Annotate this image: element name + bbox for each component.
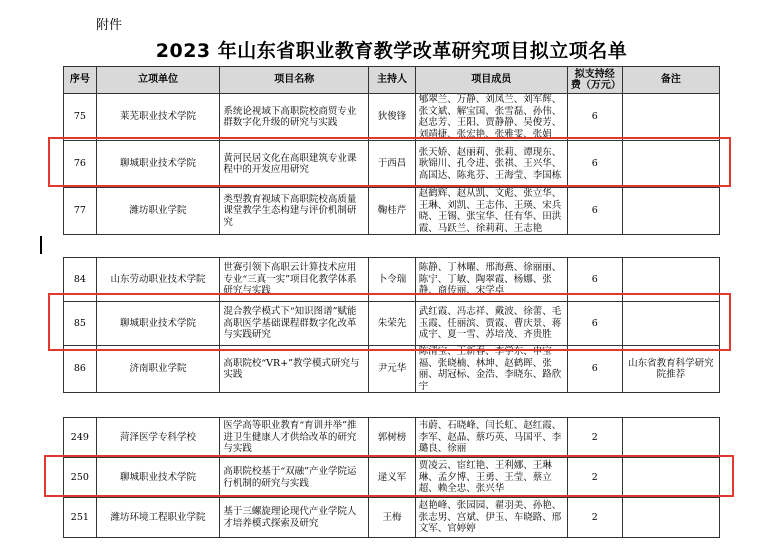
header-note: 备注 <box>622 67 719 94</box>
funding-amount: 6 <box>567 302 622 346</box>
document-title: 2023 年山东省职业教育教学改革研究项目拟立项名单 <box>155 40 628 62</box>
header-leader: 主持人 <box>369 67 415 94</box>
funding-amount: 6 <box>567 94 622 141</box>
remark <box>622 498 719 538</box>
funding-amount: 6 <box>567 346 622 393</box>
remark <box>622 418 719 458</box>
table-header-row <box>64 67 720 94</box>
row-number: 249 <box>64 418 97 458</box>
table-row <box>64 498 720 538</box>
row-number: 86 <box>64 346 97 393</box>
leader-name: 王梅 <box>369 498 415 538</box>
highlight-box-row-85 <box>48 293 731 351</box>
funding-amount: 2 <box>567 418 622 458</box>
unit-name: 聊城职业技术学院 <box>96 141 220 188</box>
project-name: 黄河民居文化在高职建筑专业课程中的开发应用研究 <box>220 141 369 188</box>
row-number: 85 <box>64 302 97 346</box>
funding-amount: 2 <box>567 498 622 538</box>
funding-amount: 6 <box>567 141 622 188</box>
project-members: 陈清宝、王新春、李学东、申宝福、张晓楠、林坤、赵鹤晖、张丽、胡冠标、金浩、李晓东、路欣宇 <box>415 346 567 393</box>
project-members: 武红霞、冯志祥、戴波、徐蕾、毛玉霞、任丽滨、贾霞、曹庆景、蒋成宇、夏一雪、苏培茂、齐贵胜 <box>415 302 567 346</box>
project-members: 陈静、丁林曜、邢海燕、徐丽丽、陈宁、丁敏、陶翠霞、杨娜、张静、商传丽、宋学卓 <box>415 258 567 302</box>
row-number: 84 <box>64 258 97 302</box>
leader-name: 狄俊锋 <box>369 94 415 141</box>
row-number: 250 <box>64 458 97 498</box>
header-funding: 拟支持经费（万元） <box>567 67 622 94</box>
project-name: 世赛引领下高职云计算技术应用专业“三真一实”项目化教学体系研究与实践 <box>220 258 369 302</box>
leader-name: 郭树榜 <box>369 418 415 458</box>
remark <box>622 188 719 235</box>
header-no: 序号 <box>64 67 97 94</box>
header-project: 项目名称 <box>220 67 369 94</box>
project-name: 高职院校基于“双融”产业学院运行机制的研究与实践 <box>220 458 369 498</box>
project-name: 类型教育视域下高职院校高质量课堂教学生态构建与评价机制研究 <box>220 188 369 235</box>
highlight-box-row-250 <box>44 455 734 497</box>
unit-name: 聊城职业技术学院 <box>96 458 220 498</box>
unit-name: 聊城职业技术学院 <box>96 302 220 346</box>
table-row <box>64 418 720 458</box>
remark <box>622 94 719 141</box>
row-number: 77 <box>64 188 97 235</box>
leader-name: 鞠桂芹 <box>369 188 415 235</box>
leader-name: 尹元华 <box>369 346 415 393</box>
project-name: 高职院校“VR+”教学模式研究与实践 <box>220 346 369 393</box>
unit-name: 济南职业学院 <box>96 346 220 393</box>
unit-name: 山东劳动职业技术学院 <box>96 258 220 302</box>
unit-name: 潍坊环境工程职业学院 <box>96 498 220 538</box>
unit-name: 菏泽医学专科学校 <box>96 418 220 458</box>
project-members: 赵鹤辉、赵从凯、文彪、张立华、王琳、刘凯、王志伟、王瑛、宋兵晓、王锡、张宝华、任有华、田洪霞、马跃兰、徐莉莉、王志艳 <box>415 188 567 235</box>
row-number: 76 <box>64 141 97 188</box>
project-name: 医学高等职业教育“育训并举”推进卫生健康人才供给改革的研究与实践 <box>220 418 369 458</box>
highlight-box-row-76 <box>48 137 731 187</box>
project-name: 混合教学模式下“知识图谱”赋能高职医学基础课程群数字化改革与实践研究 <box>220 302 369 346</box>
project-members: 贾凌云、宦红艳、王利娜、王琳琳、孟夕博、王勇、王莹、蔡立超、赖全忠、张兴华 <box>415 458 567 498</box>
unit-name: 潍坊职业学院 <box>96 188 220 235</box>
text-cursor <box>40 236 42 254</box>
project-name: 基于三螺旋理论现代产业学院人才培养模式探索及研究 <box>220 498 369 538</box>
header-members: 项目成员 <box>415 67 567 94</box>
project-members: 张天娇、赵丽莉、张莉、谭现东、耿锦川、孔令进、张祺、王兴华、高国达、陈兆芬、王海莹、李国栋 <box>415 141 567 188</box>
unit-name: 莱芜职业技术学院 <box>96 94 220 141</box>
project-members: 赵艳峰、张园园、翟羽美、孙艳、张志男、宫斌、伊玉、车晓路、邢文军、官婷婷 <box>415 498 567 538</box>
leader-name: 于西昌 <box>369 141 415 188</box>
project-members: 郇翠兰、万静、刘凤兰、刘军辉、张文斌、解宝国、张雪磊、孙伟、赵忠芳、王阳、贾静静、吴俊芳、刘靖捷、张宏艳、张雅雯、张娟 <box>415 94 567 141</box>
funding-amount: 6 <box>567 188 622 235</box>
funding-amount: 2 <box>567 458 622 498</box>
project-name: 系统论视域下高职院校商贸专业群数字化升级的研究与实践 <box>220 94 369 141</box>
funding-amount: 6 <box>567 258 622 302</box>
table-row <box>64 94 720 141</box>
leader-name: 朱荣先 <box>369 302 415 346</box>
leader-name: 逯义军 <box>369 458 415 498</box>
row-number: 75 <box>64 94 97 141</box>
leader-name: 卜令瑞 <box>369 258 415 302</box>
attachment-label: 附件 <box>96 18 123 33</box>
remark: 山东省教育科学研究院推荐 <box>622 346 719 393</box>
row-number: 251 <box>64 498 97 538</box>
project-members: 韦蔚、石晓峰、闫长虹、赵红霞、李军、赵晶、蔡巧英、马国平、李璐良、徐丽 <box>415 418 567 458</box>
header-unit: 立项单位 <box>96 67 220 94</box>
table-row <box>64 188 720 235</box>
table-row <box>64 346 720 393</box>
